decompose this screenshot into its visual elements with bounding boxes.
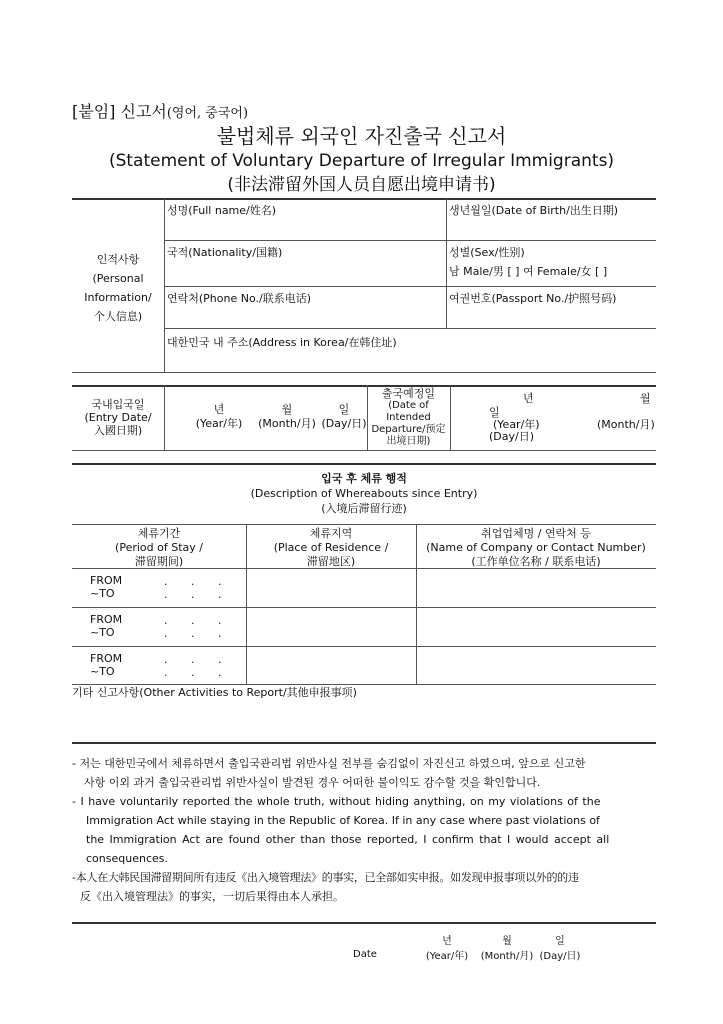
row-to-dots[interactable]: . . .: [164, 627, 232, 640]
other-activities-bottom: [72, 742, 656, 744]
whereabouts-row-line: [72, 607, 656, 608]
attachment-note: (영어, 중국어): [166, 106, 249, 121]
column-period-of-stay: 체류기간 (Period of Stay / 滞留期间): [115, 527, 203, 568]
entry-month[interactable]: 월 (Month/月): [258, 403, 316, 430]
row-from-label: FROM: [90, 613, 123, 626]
attachment-label: [붙임] 신고서: [72, 102, 167, 121]
sex-options[interactable]: 남 Male/男 [ ] 여 Female/女 [ ]: [449, 265, 608, 278]
full-name-field[interactable]: 성명(Full name/姓名): [167, 204, 277, 217]
dates-col-divider: [164, 385, 165, 450]
row-to-label: ~TO: [90, 665, 115, 678]
footer-day[interactable]: 일 (Day/日): [539, 936, 581, 962]
entry-year[interactable]: 년 (Year/年): [195, 403, 243, 430]
personal-col-divider: [446, 198, 447, 328]
declaration-korean-1: - 저는 대한민국에서 체류하면서 출입국관리법 위반사실 전부를 숨김없이 자진신고 하였으며, 앞으로 신고한: [72, 757, 586, 770]
personal-row-line: [164, 286, 656, 287]
personal-col-divider: [164, 198, 165, 372]
footer-year[interactable]: 년 (Year/年): [425, 936, 469, 962]
whereabouts-table-bottom: [72, 684, 656, 685]
row-from-dots[interactable]: . . .: [164, 653, 232, 666]
nationality-field[interactable]: 국적(Nationality/国籍): [167, 246, 283, 259]
row-to-label: ~TO: [90, 587, 115, 600]
departure-day-kr[interactable]: 일: [489, 406, 500, 419]
declaration-korean-2: 사항 이외 과거 출입국관리법 위반사실이 발견된 경우 어떠한 불이익도 감수할 것을 확인합니다.: [84, 776, 541, 789]
attachment-heading: [72, 102, 248, 124]
personal-row-line: [164, 328, 656, 329]
passport-field[interactable]: 여권번호(Passport No./护照号码): [449, 292, 617, 305]
departure-year-en: (Year/年): [493, 418, 540, 431]
date-of-birth-field[interactable]: 생년월일(Date of Birth/出生日期): [449, 204, 619, 217]
dates-table-top: [72, 385, 656, 387]
row-from-label: FROM: [90, 652, 123, 665]
departure-date-label: 출국예정일 (Date of Intended Departure/预定 出境日期): [371, 387, 446, 447]
address-field[interactable]: 대한민국 내 주소(Address in Korea/在韩住址): [167, 336, 397, 349]
personal-table-bottom: [72, 372, 656, 373]
declaration-english-3: the Immigration Act are found other than those reported, I confirm that I would accept all: [86, 833, 610, 846]
dates-table-bottom: [72, 450, 656, 451]
departure-day-en: (Day/日): [489, 430, 535, 443]
row-to-dots[interactable]: . . .: [164, 588, 232, 601]
title-korean: 불법체류 외국인 자진출국 신고서: [216, 124, 507, 148]
table-row[interactable]: [90, 574, 122, 600]
declaration-english-2: Immigration Act while staying in the Republic of Korea. If in any case where past violations of: [86, 814, 600, 827]
declaration-bottom: [72, 922, 656, 924]
whereabouts-header-top: [72, 524, 656, 525]
declaration-english-1: - I have voluntarily reported the whole truth, without hiding anything, on my violations of the: [72, 795, 601, 808]
row-to-dots[interactable]: . . .: [164, 666, 232, 679]
personal-table-top: [72, 198, 656, 200]
table-row[interactable]: [90, 613, 122, 639]
declaration-chinese-2: 反《出入境管理法》的事实，一切后果得由本人承担。: [80, 890, 344, 903]
whereabouts-top: [72, 463, 656, 465]
declaration-chinese-1: -本人在大韩民国滞留期间所有违反《出入境管理法》的事实，已全部如实申报。如发现申报事项以外的的违: [72, 871, 579, 884]
dates-col-divider: [450, 385, 451, 450]
whereabouts-title-korean: 입국 후 체류 행적: [321, 472, 407, 485]
footer-month[interactable]: 월 (Month/月): [480, 936, 534, 962]
personal-section-label: 인적사항 (Personal Information/ 个人信息): [84, 253, 152, 323]
whereabouts-row-line: [72, 646, 656, 647]
footer-date-label: Date: [353, 949, 377, 960]
title-chinese: (非法滞留外国人员自愿出境申请书): [227, 175, 496, 195]
sex-field: 성별(Sex/性别): [449, 246, 525, 259]
other-activities-field[interactable]: 기타 신고사항(Other Activities to Report/其他申报事项): [72, 686, 357, 699]
entry-day[interactable]: 일 (Day/日): [321, 403, 367, 430]
departure-month-en: (Month/月): [597, 418, 655, 431]
table-row[interactable]: [90, 652, 122, 678]
entry-date-label: 국내입국일 (Entry Date/ 入國日期): [84, 398, 152, 437]
phone-field[interactable]: 연락처(Phone No./联系电话): [167, 292, 311, 305]
row-from-label: FROM: [90, 574, 123, 587]
row-from-dots[interactable]: . . .: [164, 614, 232, 627]
whereabouts-title-chinese: (入境后滞留行迹): [321, 502, 407, 515]
column-company-contact: 취업업체명 / 연락처 등 (Name of Company or Contact Number) (工作单位名称 / 联系电话): [426, 527, 646, 568]
column-place-of-residence: 체류지역 (Place of Residence / 滞留地区): [273, 527, 389, 568]
declaration: [72, 754, 609, 906]
departure-month-kr[interactable]: 월: [640, 392, 651, 405]
declaration-english-4: consequences.: [86, 852, 168, 865]
title-english: (Statement of Voluntary Departure of Irregular Immigrants): [108, 151, 615, 171]
whereabouts-title-english: (Description of Whereabouts since Entry): [250, 487, 478, 500]
personal-row-line: [164, 240, 656, 241]
departure-year-kr[interactable]: 년: [523, 392, 534, 405]
row-from-dots[interactable]: . . .: [164, 575, 232, 588]
row-to-label: ~TO: [90, 626, 115, 639]
